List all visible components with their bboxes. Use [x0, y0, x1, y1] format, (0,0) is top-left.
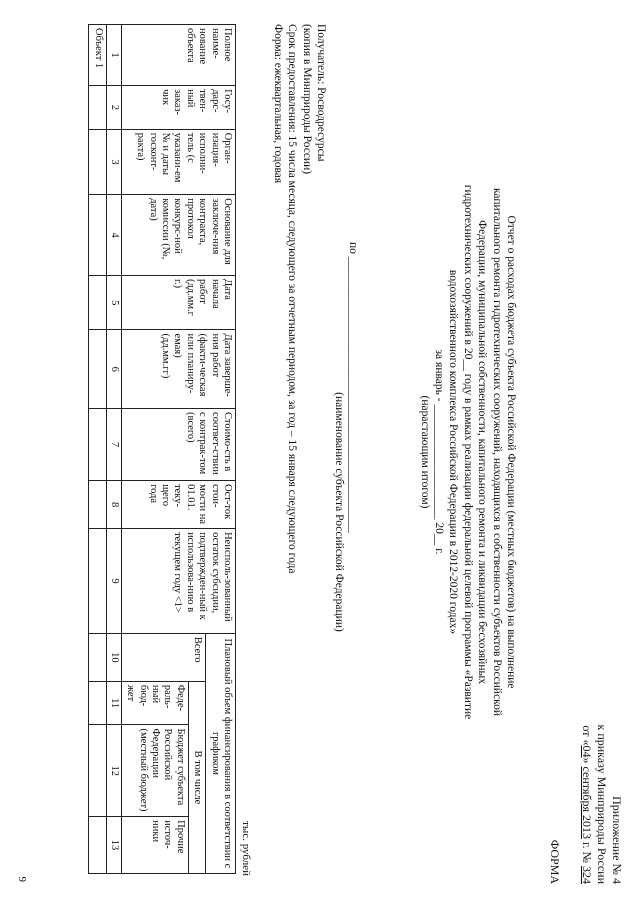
- column-number: 3: [106, 129, 121, 194]
- column-number: 10: [106, 633, 121, 681]
- header-object-name: Полное наиме-нование объекта: [122, 25, 236, 86]
- title-line: Отчет о расходах бюджета субъекта Российской Федерации (местных бюджетов) на выполнение: [505, 215, 517, 689]
- object-name-cell: Объект 1: [89, 25, 106, 86]
- subject-line: по ________________________________________________: [347, 242, 359, 533]
- page-number: 9: [16, 876, 28, 882]
- table-row: [89, 25, 106, 874]
- period-line: за январь - ____________________ 20__ г.: [433, 349, 446, 555]
- column-number: 1: [106, 25, 121, 86]
- header-unused-subsidy: Неисполь-зованный остаток субсидии, подтвержден-ный к использова-нию в текущем году <1>: [122, 529, 236, 634]
- header-including: В том числе: [188, 681, 205, 873]
- title-line: Федерации, муниципальной собственности, капитального ремонта и ликвидации бесхозяйных: [476, 220, 489, 684]
- header-other-sources: Прочие источ-ники: [122, 817, 189, 874]
- column-number: 4: [106, 195, 121, 276]
- header-federal-budget: Феде-раль-ный бюд-жет: [122, 681, 189, 725]
- column-number: 7: [106, 409, 121, 481]
- header-basis: Основание для заключе-ния контракта, протокол конкурс-ной комиссии (№, дата): [122, 195, 236, 276]
- appendix-line2: к приказу Минприроды России: [595, 724, 609, 884]
- meta-copy: (копия в Минприроды России): [300, 24, 313, 175]
- column-number: 5: [106, 275, 121, 330]
- header-planned-financing: Плановый объем финансирования в соответствии с графиком: [206, 633, 236, 873]
- header-start-date: Дата начала работ (дд.мм.г г.): [122, 275, 236, 330]
- subject-block: [331, 242, 360, 742]
- report-table: [88, 24, 236, 874]
- column-number: 8: [106, 481, 121, 529]
- column-number-row: [106, 25, 121, 874]
- header-customer: Госу-дарс-твен-ный заказ-чик: [122, 86, 236, 130]
- header-row: [206, 25, 236, 874]
- subject-note: (наименование субъекта Российской Федерации): [332, 392, 345, 632]
- header-remaining-cost: Ост-ток стои-мости на 01.01. теку-щего года: [122, 481, 236, 529]
- form-label: ФОРМА: [548, 839, 562, 884]
- title-line: капитального ремонта гидротехнических сооружений, находящихся в собственности субъектов Российской: [490, 188, 503, 716]
- appendix-block: [579, 544, 624, 884]
- header-contract-cost: Стоимо-сть в соответ-ствии с контрак-том (всего): [122, 409, 236, 481]
- title-line: гидротехнических сооружений в 20__ году в рамках реализации федеральной целевой программы «Развитие: [461, 184, 474, 720]
- column-number: 12: [106, 725, 121, 817]
- meta-form: Форма: ежеквартальная, годовая: [271, 24, 284, 184]
- header-regional-budget: Бюджет субъекта Российской Федерации (местный бюджет): [122, 725, 189, 817]
- column-number: 13: [106, 817, 121, 874]
- appendix-line1: Приложение № 4: [610, 796, 624, 884]
- report-title: [417, 52, 518, 852]
- period-note: (нарастающим итогом): [418, 395, 431, 509]
- meta-block: [271, 24, 329, 884]
- appendix-line3: от «04» сентября 2013 г. № 324: [580, 725, 594, 884]
- header-total: Всего: [122, 633, 206, 681]
- document-page: [8, 12, 628, 892]
- title-line: водохозяйственного комплекса Российской Федерации в 2012-2020 годах»: [447, 269, 460, 635]
- header-end-date: Дата заверше-ния работ (факти-ческая или планиру-емая) (дд.мм.гг): [122, 330, 236, 409]
- column-number: 6: [106, 330, 121, 409]
- column-number: 11: [106, 681, 121, 725]
- meta-recipient: Получатель: Росводресурсы: [315, 24, 327, 162]
- meta-deadline: Срок предоставления: 15 числа месяца, следующего за отчетным периодом, за год – 15 января следующего года: [286, 24, 299, 574]
- header-contractor: Орган-изация-исполни-тель (с указани-ем № и даты госконт-ракта): [122, 129, 236, 194]
- column-number: 9: [106, 529, 121, 634]
- column-number: 2: [106, 86, 121, 130]
- units-label: тыс. рублей: [240, 821, 252, 876]
